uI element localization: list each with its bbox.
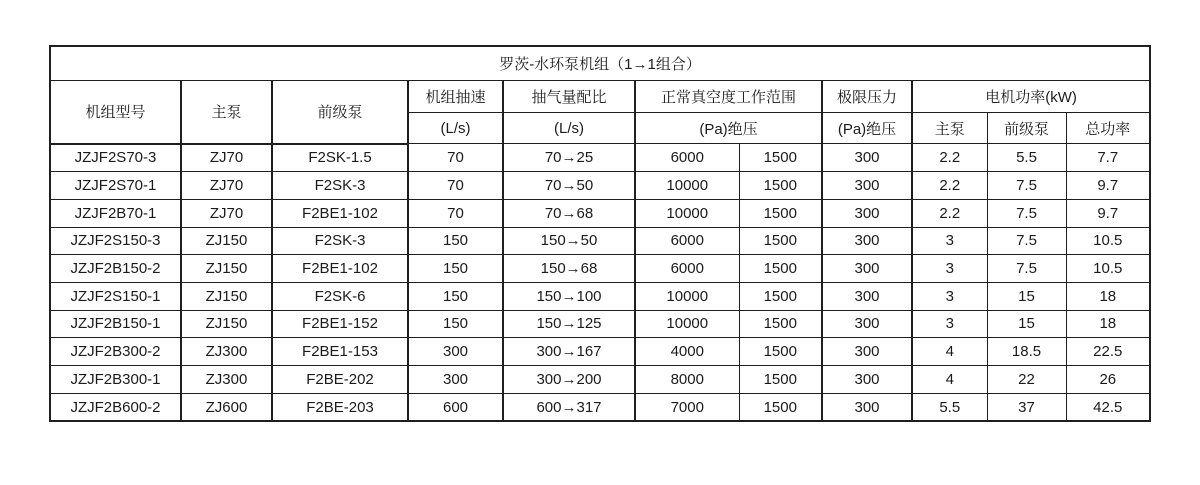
table-row [50, 338, 1150, 366]
cell-vac-low: 1500 [739, 393, 822, 421]
header-model: 机组型号 [50, 81, 181, 144]
header-ultimate-pressure: 极限压力 [822, 81, 912, 113]
cell-power-backing: 5.5 [987, 144, 1066, 172]
cell-vac-high: 4000 [635, 338, 739, 366]
cell-power-main: 5.5 [912, 393, 987, 421]
header-ratio-unit: (L/s) [503, 113, 635, 144]
cell-ratio: 150→125 [503, 310, 635, 338]
cell-speed: 300 [408, 338, 503, 366]
cell-backing-pump: F2SK-3 [272, 172, 408, 200]
cell-model: JZJF2B70-1 [50, 199, 181, 227]
cell-ultimate: 300 [822, 310, 912, 338]
cell-power-main: 2.2 [912, 172, 987, 200]
cell-vac-high: 10000 [635, 282, 739, 310]
cell-ratio: 150→68 [503, 255, 635, 283]
cell-power-backing: 15 [987, 282, 1066, 310]
cell-vac-high: 6000 [635, 144, 739, 172]
cell-power-backing: 15 [987, 310, 1066, 338]
cell-speed: 150 [408, 282, 503, 310]
header-speed: 机组抽速 [408, 81, 503, 113]
cell-speed: 70 [408, 172, 503, 200]
cell-vac-high: 6000 [635, 227, 739, 255]
cell-ultimate: 300 [822, 172, 912, 200]
cell-main-pump: ZJ300 [181, 366, 272, 394]
table-row [50, 227, 1150, 255]
table-row [50, 255, 1150, 283]
header-motor-main: 主泵 [912, 113, 987, 144]
pump-spec-table [49, 45, 1151, 422]
cell-speed: 300 [408, 366, 503, 394]
cell-power-total: 10.5 [1066, 227, 1150, 255]
cell-speed: 150 [408, 255, 503, 283]
cell-power-total: 42.5 [1066, 393, 1150, 421]
header-backing-pump: 前级泵 [272, 81, 408, 144]
cell-ratio: 150→100 [503, 282, 635, 310]
cell-power-backing: 7.5 [987, 199, 1066, 227]
cell-power-total: 18 [1066, 282, 1150, 310]
table-row [50, 310, 1150, 338]
header-vacuum-range-unit: (Pa)绝压 [635, 113, 822, 144]
cell-main-pump: ZJ150 [181, 255, 272, 283]
cell-speed: 70 [408, 144, 503, 172]
cell-ultimate: 300 [822, 393, 912, 421]
cell-ratio: 70→25 [503, 144, 635, 172]
cell-power-total: 10.5 [1066, 255, 1150, 283]
cell-vac-low: 1500 [739, 255, 822, 283]
table-row [50, 366, 1150, 394]
cell-ratio: 70→50 [503, 172, 635, 200]
table-title-row [50, 46, 1150, 81]
cell-backing-pump: F2SK-6 [272, 282, 408, 310]
cell-power-total: 22.5 [1066, 338, 1150, 366]
cell-model: JZJF2B150-2 [50, 255, 181, 283]
cell-vac-high: 10000 [635, 310, 739, 338]
cell-power-main: 2.2 [912, 199, 987, 227]
cell-speed: 150 [408, 310, 503, 338]
cell-speed: 70 [408, 199, 503, 227]
cell-power-main: 2.2 [912, 144, 987, 172]
table-title: 罗茨-水环泵机组（1→1组合） [50, 46, 1150, 81]
cell-ratio: 150→50 [503, 227, 635, 255]
cell-vac-low: 1500 [739, 366, 822, 394]
cell-power-main: 4 [912, 338, 987, 366]
cell-model: JZJF2B150-1 [50, 310, 181, 338]
table-row [50, 282, 1150, 310]
cell-power-backing: 22 [987, 366, 1066, 394]
cell-main-pump: ZJ70 [181, 144, 272, 172]
cell-power-total: 18 [1066, 310, 1150, 338]
cell-vac-low: 1500 [739, 282, 822, 310]
cell-model: JZJF2B300-2 [50, 338, 181, 366]
cell-power-main: 3 [912, 255, 987, 283]
cell-power-backing: 18.5 [987, 338, 1066, 366]
header-motor-total: 总功率 [1066, 113, 1150, 144]
cell-vac-low: 1500 [739, 310, 822, 338]
cell-model: JZJF2S70-3 [50, 144, 181, 172]
cell-main-pump: ZJ150 [181, 310, 272, 338]
table-row [50, 172, 1150, 200]
cell-model: JZJF2B300-1 [50, 366, 181, 394]
cell-vac-low: 1500 [739, 144, 822, 172]
cell-ratio: 70→68 [503, 199, 635, 227]
cell-power-backing: 7.5 [987, 172, 1066, 200]
cell-ultimate: 300 [822, 338, 912, 366]
cell-power-main: 3 [912, 282, 987, 310]
cell-ratio: 600→317 [503, 393, 635, 421]
cell-model: JZJF2S150-3 [50, 227, 181, 255]
table-row [50, 199, 1150, 227]
cell-ultimate: 300 [822, 227, 912, 255]
cell-backing-pump: F2BE1-102 [272, 255, 408, 283]
cell-main-pump: ZJ70 [181, 172, 272, 200]
cell-ultimate: 300 [822, 144, 912, 172]
cell-power-main: 4 [912, 366, 987, 394]
cell-main-pump: ZJ70 [181, 199, 272, 227]
cell-backing-pump: F2SK-1.5 [272, 144, 408, 172]
cell-power-main: 3 [912, 227, 987, 255]
cell-vac-high: 6000 [635, 255, 739, 283]
cell-ultimate: 300 [822, 282, 912, 310]
header-vacuum-range: 正常真空度工作范围 [635, 81, 822, 113]
cell-power-backing: 7.5 [987, 255, 1066, 283]
header-main-pump: 主泵 [181, 81, 272, 144]
cell-vac-high: 7000 [635, 393, 739, 421]
cell-ultimate: 300 [822, 199, 912, 227]
cell-main-pump: ZJ150 [181, 227, 272, 255]
header-ultimate-pressure-unit: (Pa)绝压 [822, 113, 912, 144]
cell-power-total: 9.7 [1066, 172, 1150, 200]
header-motor-backing: 前级泵 [987, 113, 1066, 144]
cell-power-total: 9.7 [1066, 199, 1150, 227]
cell-power-backing: 7.5 [987, 227, 1066, 255]
header-ratio: 抽气量配比 [503, 81, 635, 113]
header-speed-unit: (L/s) [408, 113, 503, 144]
cell-ratio: 300→167 [503, 338, 635, 366]
cell-vac-low: 1500 [739, 227, 822, 255]
cell-vac-low: 1500 [739, 172, 822, 200]
cell-power-main: 3 [912, 310, 987, 338]
cell-backing-pump: F2SK-3 [272, 227, 408, 255]
cell-vac-high: 10000 [635, 199, 739, 227]
cell-power-backing: 37 [987, 393, 1066, 421]
cell-vac-low: 1500 [739, 338, 822, 366]
cell-backing-pump: F2BE1-153 [272, 338, 408, 366]
cell-backing-pump: F2BE-202 [272, 366, 408, 394]
cell-ultimate: 300 [822, 366, 912, 394]
cell-speed: 150 [408, 227, 503, 255]
header-motor-power: 电机功率(kW) [912, 81, 1150, 113]
cell-ratio: 300→200 [503, 366, 635, 394]
cell-main-pump: ZJ600 [181, 393, 272, 421]
cell-power-total: 26 [1066, 366, 1150, 394]
cell-backing-pump: F2BE1-102 [272, 199, 408, 227]
cell-ultimate: 300 [822, 255, 912, 283]
header-row-1 [50, 81, 1150, 113]
cell-backing-pump: F2BE-203 [272, 393, 408, 421]
cell-main-pump: ZJ150 [181, 282, 272, 310]
cell-vac-high: 10000 [635, 172, 739, 200]
cell-model: JZJF2S70-1 [50, 172, 181, 200]
table-row [50, 393, 1150, 421]
cell-main-pump: ZJ300 [181, 338, 272, 366]
cell-power-total: 7.7 [1066, 144, 1150, 172]
cell-vac-high: 8000 [635, 366, 739, 394]
cell-backing-pump: F2BE1-152 [272, 310, 408, 338]
cell-speed: 600 [408, 393, 503, 421]
cell-vac-low: 1500 [739, 199, 822, 227]
cell-model: JZJF2S150-1 [50, 282, 181, 310]
table-row [50, 144, 1150, 172]
table-body [50, 144, 1150, 422]
cell-model: JZJF2B600-2 [50, 393, 181, 421]
